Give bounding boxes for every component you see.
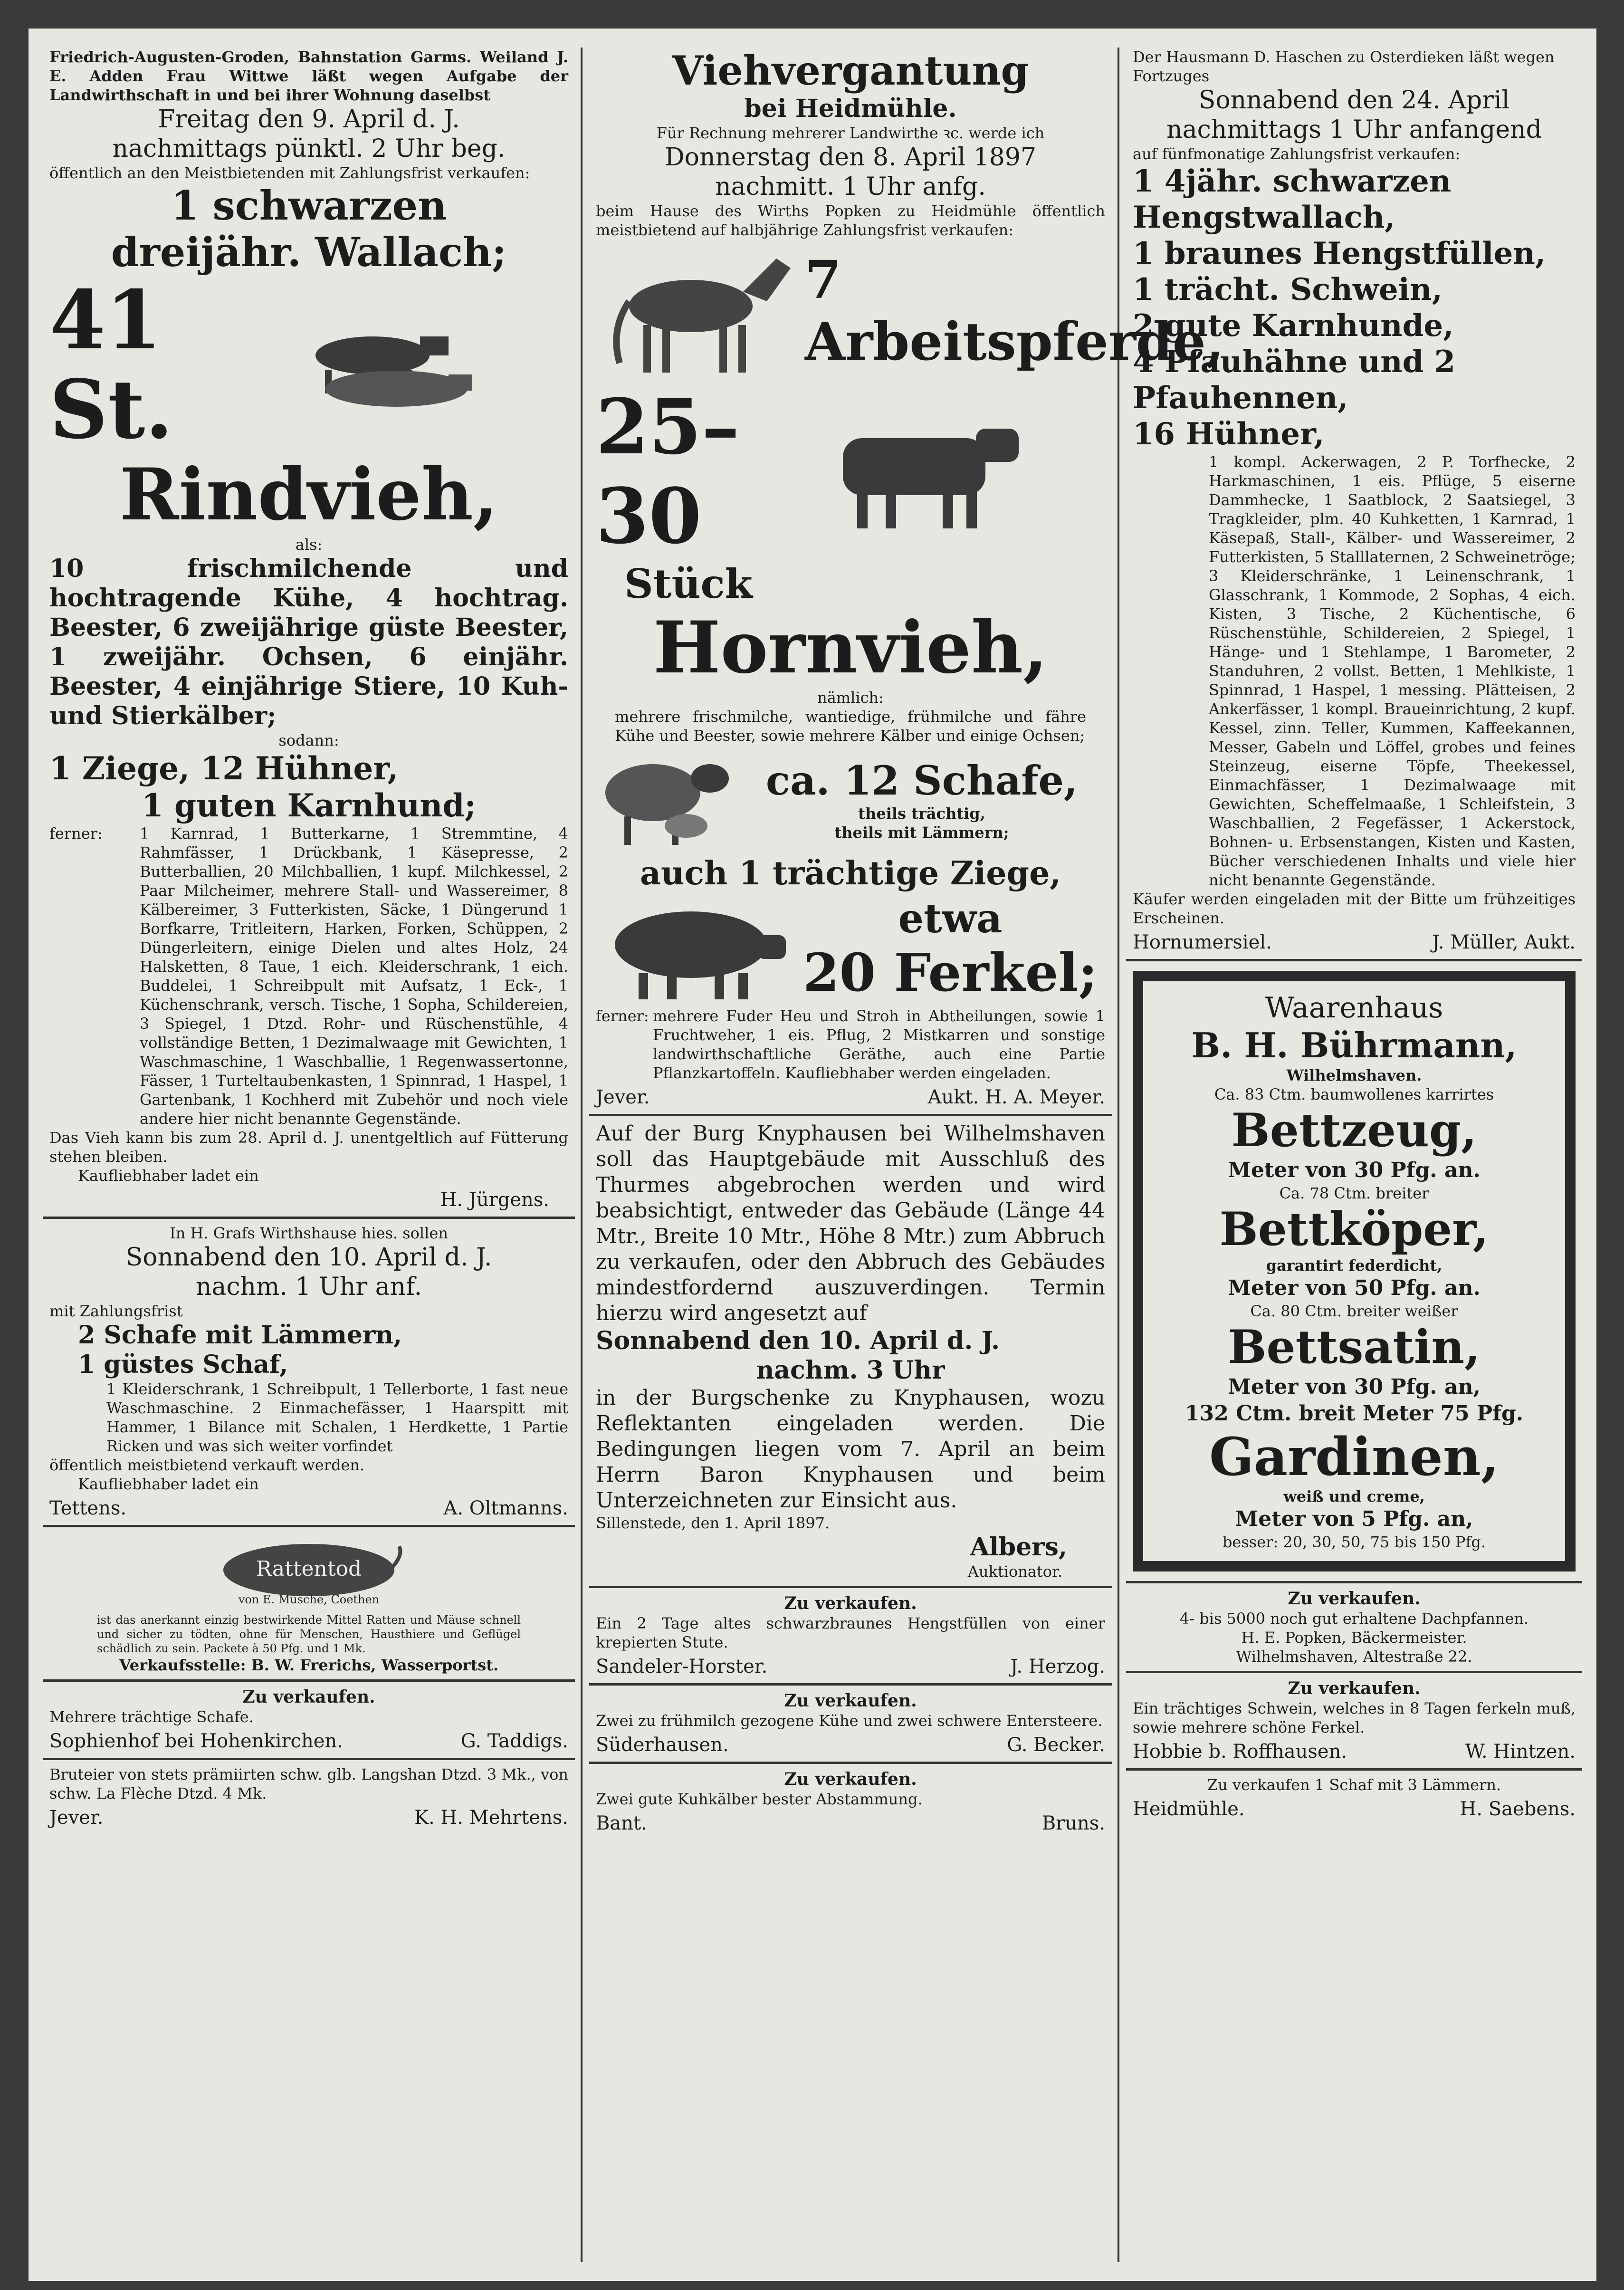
ad-terms: mit Zahlungsfrist [49,1302,183,1320]
sheep-line-2: 1 güstes Schaf, [78,1350,288,1379]
ad-intro: Friedrich-Augusten-Groden, Bahnstation Garms. Weiland J. E. Adden Frau Wittwe läßt wegen Aufgabe der Landwirthschaft in und bei ihrer Wohnung daselbst [49,48,568,104]
product-3-more: 132 Ctm. breit Meter 75 Pfg. [1185,1401,1524,1426]
ad-date: Freitag den 9. April d. J. [158,105,460,134]
notice-place: Sillenstede, den 1. April 1897. [596,1514,830,1532]
cattle-list: 10 frischmilchende und hochtragende Kühe, 4 hochtrag. Beester, 6 zweijährige güste Beester, 1 zweijähr. Ochsen, 6 einjähr. Beester, 4 einjährige Stiere, 10 Kuh- und Stierkälber; [49,554,568,730]
column-3 [1126,43,1582,2267]
notice-body: Auf der Burg Knyphausen bei Wilhelmshaven soll das Hauptgebäude mit Ausschluß des Thurmes abgebrochen werden und wird beabsichtigt, entweder das Gebäude (Länge 44 Mtr., Breite 10 Mtr., Höhe 8 Mtr.) zum Abbruch zu verkaufen, oder den Abbruch des Gebäudes mindestfordernd auszuverdingen. Termin hierzu wird angesetzt auf [596,1121,1105,1325]
product-2-intro: Ca. 78 Ctm. breiter [1279,1184,1429,1202]
sheep-headline: ca. 12 Schafe, [765,757,1078,804]
rattentod-body: ist das anerkannt einzig bestwirkende Mittel Ratten und Mäuse schnell und sicher zu tödten, ohne für Menschen, Hausthiere und Geflügel schädlich zu sein. Packete à 50 Pfg. und 1 Mk. [97,1613,521,1655]
goat-headline: auch 1 trächtige Ziege, [640,854,1061,892]
sheep-icon [596,745,738,854]
store-city: Wilhelmshaven. [1286,1066,1422,1084]
ad-time: nachmittags 1 Uhr anfangend [1166,115,1542,144]
sodann-label: sodann: [278,731,339,749]
pigs-block [596,892,1105,1006]
ad-heading: Zu verkaufen. [784,1769,917,1789]
ad-body: Bruteier von stets prämiirten schw. glb. Langshan Dtzd. 3 Mk., von schw. La Flèche Dtzd. 4 Mk. [49,1765,568,1802]
product-1-intro: Ca. 83 Ctm. baumwollenes karrirtes [1214,1085,1494,1103]
ad-intro: Für Rechnung mehrerer Landwirthe ꝛc. werde ich [656,124,1045,142]
ad-date: Sonnabend den 10. April d. J. [125,1243,492,1272]
rattentod-sale: Verkaufsstelle: B. W. Frerichs, Wasserportst. [119,1656,499,1674]
sale-ad-popken [1126,1581,1582,1673]
items-list: 1 Kleiderschrank, 1 Schreibpult, 1 Tellerborte, 1 fast neue Waschmaschine. 2 Einmachefässer, 1 Haarspitt mit Hammer, 1 Bilance mit Schalen, 1 Herdkette, 1 Partie Ricken und was sich weiter vorfindet [106,1380,568,1455]
product-2-note: garantirt federdicht, [1266,1256,1442,1274]
rat-icon [209,1537,409,1608]
namely-label: nämlich: [817,689,884,707]
dog-line: 1 guten Karnhund; [142,787,476,824]
ad-signer: H. Saebens. [1460,1798,1576,1820]
cattle-count: 41 St. [49,273,173,457]
ad-place: Sandeler-Horster. [596,1656,768,1677]
ad-body: Mehrere trächtige Schafe. [49,1708,254,1726]
stueck-label: Stück [624,560,753,607]
store-label: Waarenhaus [1265,991,1443,1025]
horses-headline: 7 Arbeitspferde, [805,249,1224,372]
cattle-block [596,382,1105,561]
product-2-price: Meter von 50 Pfg. an. [1228,1276,1481,1300]
ad-date: Sonnabend den 24. April [1198,86,1510,115]
ad-place: Sophienhof bei Hohenkirchen. [49,1730,343,1752]
notice-date: Sonnabend den 10. April d. J. [596,1326,1000,1355]
ad-subtitle: bei Heidmühle. [744,94,957,123]
newspaper-page [29,29,1596,2281]
headline-wallach: dreijähr. Wallach; [111,229,507,276]
ad-heading: Zu verkaufen. [784,1593,917,1613]
rattentod-ad [43,1527,575,1682]
cattle-description: mehrere frischmilche, wantiedige, frühmilche und fähre Kühe und Beester, sowie mehrere Kälber und einige Ochsen; [615,708,1086,745]
sheep-sub-2: theils mit Lämmern; [834,824,1009,842]
ad-heading: Zu verkaufen. [1288,1678,1421,1698]
ad-place: Hornumersiel. [1133,931,1272,953]
cattle-block [49,273,568,457]
ad-body: 4- bis 5000 noch gut erhaltene Dachpfannen. [1179,1610,1529,1628]
pigs-headline: 20 Ferkel; [803,942,1098,1003]
notice-signer: Albers, [970,1533,1067,1562]
auction-ad-adden [43,43,575,1219]
store-name: B. H. Bührmann, [1191,1025,1517,1065]
buehrmann-ad [1126,961,1582,1581]
ad-heading: Zu verkaufen. [242,1687,375,1707]
horse-icon [596,240,805,382]
ad-time: nachmitt. 1 Uhr anfg. [715,172,986,201]
product-2-name: Bettköper, [1219,1202,1489,1256]
product-1-name: Bettzeug, [1231,1103,1477,1157]
logo-text: Rattentod [256,1557,362,1581]
items-list: 1 kompl. Ackerwagen, 2 P. Torfhecke, 2 Harkmaschinen, 1 eis. Pflüge, 5 eiserne Dammhecke, 1 Saatblock, 2 Saatsiegel, 3 Tragkleider, plm. 40 Kuhketten, 1 Karnrad, 1 Käsepaß, Stall-, Kälber- und Wassereimer, 2 Futterkisten, 5 Stalllaternen, 2 Schweinetröge; 3 Kleiderschränke, 1 Leinenschrank, 1 Glasschrank, 1 Kommode, 2 Sophas, 4 eich. Kisten, 3 Tische, 2 Küchentische, 6 Rüschenstühle, Schildereien, 2 Spiegel, 1 Hänge- und 1 Stehlampe, 1 Barometer, 2 Standuhren, 2 vollst. Betten, 1 Mehlkiste, 1 Spinnrad, 1 Haspel, 1 messing. Plätteisen, 2 Ankerfässer, 1 kompl. Braueinrichtung, 2 kupf. Kessel, zinn. Teller, Kummen, Kaffeekannen, Messer, Gabeln und Löffel, grobes und feines Steinzeug, eiserne Töpfe, Theekessel, Einmachfässer, 1 Dezimalwaage mit Gewichten, Scheffelmaaße, 1 Schleifstein, 3 Waschballien, 2 Fegefässer, 1 Ackerstock, Bohnen- u. Erbsenstangen, Kisten und Kasten, Bücher verschiedenen Inhalts und viele hier nicht benannte Gegenstände. [1209,453,1576,889]
sale-ad-hintzen [1126,1673,1582,1771]
sheep-sub-1: theils trächtig, [858,805,985,823]
ad-body: Zwei zu frühmilch gezogene Kühe und zwei schwere Entersteere. [596,1712,1103,1730]
sheep-text [738,757,1105,842]
sale-ad-saebens [1126,1771,1582,1826]
ad-signer: J. Müller, Aukt. [1432,931,1576,953]
ad-signer: G. Becker. [1007,1734,1105,1756]
ferner-block [49,824,568,1128]
buehrmann-frame [1133,971,1576,1571]
product-1-price: Meter von 30 Pfg. an. [1228,1158,1481,1182]
sale-ad-taddigs [43,1682,575,1760]
hornvieh-headline: Hornvieh, [653,606,1048,690]
column-divider [581,48,583,2262]
ad-heading: Zu verkaufen. [1288,1589,1421,1609]
item-6: 16 Hühner, [1133,416,1325,452]
ferner-list: mehrere Fuder Heu und Stroh in Abtheilungen, sowie 1 Fruchtweher, 1 eis. Pflug, 2 Mistkarren und sonstige landwirthschaftliche Geräthe, auch eine Partie Pflanzkartoffeln. Kaufliebhaber werden eingeladen. [653,1007,1105,1082]
product-4-price: Meter von 5 Pfg. an, [1235,1507,1473,1531]
item-5: 4 Pfauhähne und 2 Pfauhennen, [1133,344,1456,416]
column-divider [1118,48,1119,2262]
ad-terms: auf fünfmonatige Zahlungsfrist verkaufen: [1133,145,1461,163]
product-3-intro: Ca. 80 Ctm. breiter weißer [1250,1302,1458,1320]
cattle-number: 25–30 [596,382,740,561]
ferner-label: ferner: [49,824,103,843]
ad-heading: Zu verkaufen. [784,1691,917,1711]
cattle-icon [287,317,487,412]
ad-place: Süderhausen. [596,1734,729,1756]
product-4-more: besser: 20, 30, 50, 75 bis 150 Pfg. [1222,1533,1486,1551]
ad-body: Zwei gute Kuhkälber bester Abstammung. [596,1790,923,1808]
auction-ad-haschen [1126,43,1582,961]
product-4-name: Gardinen, [1209,1426,1500,1487]
sale-ad-mehrtens [43,1760,575,1834]
ad-signer: W. Hintzen. [1465,1741,1576,1763]
ad-place: Bant. [596,1812,647,1834]
logo-sub: von E. Musche, Coethen [238,1593,380,1606]
ad-sold: öffentlich meistbietend verkauft werden. [49,1456,365,1474]
ad-signer: Aukt. H. A. Meyer. [927,1086,1105,1108]
ad-intro: Der Hausmann D. Haschen zu Osterdieken läßt wegen Fortzuges [1133,48,1555,85]
ad-signer: K. H. Mehrtens. [414,1807,568,1829]
ad-time: nachm. 1 Uhr anf. [195,1273,422,1301]
ad-intro: In H. Grafs Wirthshause hies. sollen [170,1224,448,1242]
column-1 [43,43,575,2267]
ferner-label: ferner: [596,1007,649,1025]
ad-place: Jever. [596,1086,650,1108]
ad-signer: J. Herzog. [1010,1656,1105,1677]
pig-icon [596,892,795,1006]
ad-title: Viehvergantung [672,47,1029,94]
horses-block [596,240,1224,382]
ad-signer: G. Taddigs. [460,1730,568,1752]
item-3: 1 trächt. Schwein, [1133,272,1442,307]
product-3-name: Bettsatin, [1228,1320,1481,1374]
ad-invite: Käufer werden eingeladen mit der Bitte um frühzeitiges Erscheinen. [1133,890,1576,927]
ferner-block [596,1006,1105,1083]
als-label: als: [295,536,323,554]
ad-signer: H. Jürgens. [440,1189,549,1211]
headline-horse: 1 schwarzen [171,182,447,229]
sale-ad-bruns [589,1764,1112,1840]
ferner-list: 1 Karnrad, 1 Butterkarne, 1 Stremmtine, 4 Rahmfässer, 1 Drückbank, 1 Käsepresse, 2 Butterballien, 20 Milchballien, 1 kupf. Milchkessel, 2 Paar Milcheimer, mehrere Stall- und Wassereimer, 8 Kälbereimer, 3 Futterkisten, Säcke, 1 Düngerund 1 Borfkarre, Tritleitern, Harken, Forken, Schüppen, 2 Düngerleitern, einige Dielen und altes Holz, 24 Halsketten, 8 Taue, 1 eich. Kleiderschrank, 1 eich. Buddelei, 1 Schreibpult mit Aufsatz, 1 Eck-, 1 Küchenschrank, versch. Tische, 1 Sopha, Schildereien, 3 Spiegel, 1 Dtzd. Rohr- und Rüschenstühle, 4 vollständige Betten, 1 Dezimalwaage mit Gewichten, 1 Waschmaschine, 1 Waschballie, 1 Regenwassertonne, Fässer, 1 Turteltaubenkasten, 1 Spinnrad, 1 Haspel, 1 Gartenbank, 1 Kochherd mit Zubehör und noch viele andere hier nicht benannte Gegenstände. [140,824,568,1128]
goat-line: 1 Ziege, 12 Hühner, [49,750,399,787]
notice-role: Auktionator. [967,1562,1062,1581]
ad-place: Tettens. [49,1497,127,1519]
ad-place: Jever. [49,1807,104,1829]
pigs-etwa: etwa [898,895,1003,942]
ad-time: nachmittags pünktl. 2 Uhr beg. [112,134,506,163]
item-1: 1 4jähr. schwarzen Hengstwallach, [1133,163,1452,235]
product-4-note: weiß und creme, [1283,1487,1425,1505]
ad-buyers: Kaufliebhaber ladet ein [78,1475,259,1493]
ad-signer: H. E. Popken, Bäckermeister. [1241,1629,1467,1647]
ad-signer: A. Oltmanns. [443,1497,568,1519]
ad-place: Heidmühle. [1133,1798,1245,1820]
ad-signer: Bruns. [1041,1812,1105,1834]
cow-icon [814,410,1033,533]
cattle-headline: Rindvieh, [119,453,498,537]
ad-date: Donnerstag den 8. April 1897 [664,143,1037,172]
ad-note: Das Vieh kann bis zum 28. April d. J. unentgeltlich auf Fütterung stehen bleiben. [49,1129,568,1166]
notice-knyphausen [589,1116,1112,1588]
item-4: 2 gute Karnhunde, [1133,308,1454,344]
item-2: 1 braunes Hengstfüllen, [1133,236,1546,271]
sheep-line: 2 Schafe mit Lämmern, [78,1321,402,1350]
notice-body-2: in der Burgschenke zu Knyphausen, wozu Reflektanten eingeladen werden. Die Bedingungen liegen vom 7. April an beim Herrn Baron Knyphausen und beim Unterzeichneten zur Einsicht aus. [596,1386,1105,1513]
notice-time: nachm. 3 Uhr [756,1356,945,1385]
sale-ad-becker [589,1686,1112,1764]
sheep-block [596,745,1105,854]
ad-place: Hobbie b. Roffhausen. [1133,1741,1347,1763]
auction-ad-grafs [43,1219,575,1527]
ad-body: Ein trächtiges Schwein, welches in 8 Tagen ferkeln muß, sowie mehrere schöne Ferkel. [1133,1699,1576,1736]
pigs-text [795,895,1105,1004]
ad-place: Wilhelmshaven, Altestraße 22. [1236,1648,1472,1666]
ad-buyers: Kaufliebhaber ladet ein [78,1167,259,1185]
ad-body: Ein 2 Tage altes schwarzbraunes Hengstfüllen von einer krepierten Stute. [596,1614,1105,1651]
ad-body: Zu verkaufen 1 Schaf mit 3 Lämmern. [1207,1776,1501,1794]
ad-terms: beim Hause des Wirths Popken zu Heidmühle öffentlich meistbietend auf halbjährige Zahlungsfrist verkaufen: [596,202,1105,239]
sale-ad-herzog [589,1588,1112,1686]
product-3-price: Meter von 30 Pfg. an, [1228,1375,1481,1399]
ad-terms: öffentlich an den Meistbietenden mit Zahlungsfrist verkaufen: [49,164,530,182]
